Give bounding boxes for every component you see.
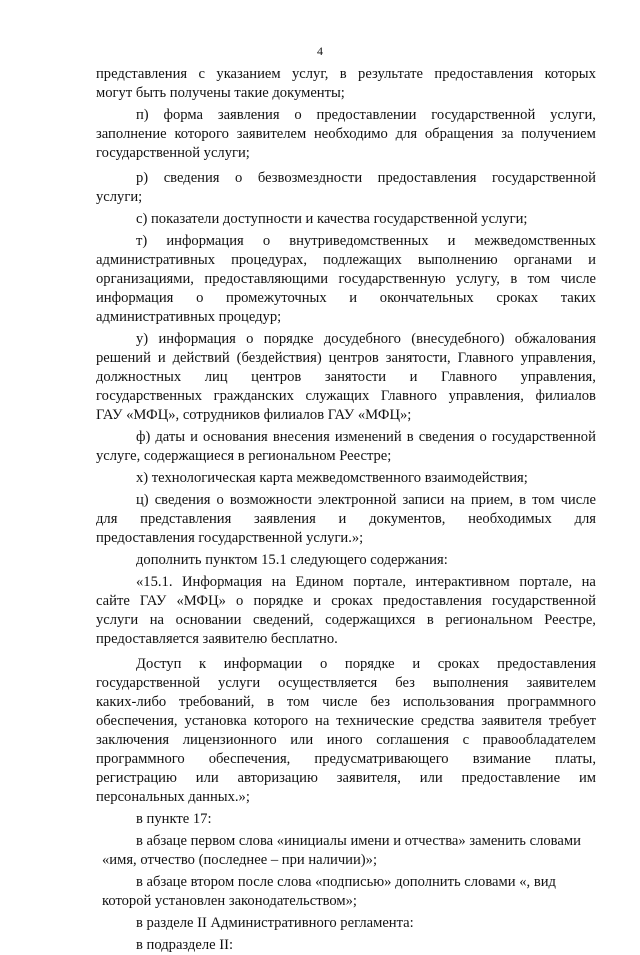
text-line: программного обеспечения, предусматривающего взимание платы, [96, 751, 596, 767]
text-line: п) форма заявления о предоставлении государственной услуги, [136, 107, 596, 123]
text-line: сайте ГАУ «МФЦ» о порядке и сроках предоставления государственной [96, 593, 596, 609]
text-line: информация о промежуточных и окончательных сроках таких [96, 290, 596, 306]
text-line: х) технологическая карта межведомственного взаимодействия; [136, 470, 528, 486]
text-line: регистрацию или авторизацию заявителя, или предоставление им [96, 770, 596, 786]
text-line: представления с указанием услуг, в результате предоставления которых [96, 66, 596, 82]
text-line: р) сведения о безвозмездности предоставления государственной [136, 170, 596, 186]
text-line: в пункте 17: [136, 811, 212, 827]
text-line: могут быть получены такие документы; [96, 85, 345, 101]
text-line: у) информация о порядке досудебного (внесудебного) обжалования [136, 331, 596, 347]
text-line: в абзаце первом слова «инициалы имени и отчества» заменить словами [136, 833, 581, 849]
text-line: «15.1. Информация на Едином портале, интерактивном портале, на [136, 574, 596, 590]
text-line: заполнение которого заявителем необходимо для обращения за получением [96, 126, 596, 142]
text-line: административных процедур; [96, 309, 282, 325]
text-line: ц) сведения о возможности электронной записи на прием, в том числе [136, 492, 596, 508]
text-line: которой установлен законодательством»; [102, 893, 357, 909]
page-number: 4 [317, 44, 323, 58]
text-line: в разделе II Административного регламента: [136, 915, 414, 931]
text-line: услуги на основании сведений, содержащихся в региональном Реестре, [96, 612, 596, 628]
text-line: с) показатели доступности и качества государственной услуги; [136, 211, 528, 227]
text-line: дополнить пунктом 15.1 следующего содержания: [136, 552, 448, 568]
text-line: услуге, содержащиеся в региональном Реестре; [96, 448, 392, 464]
text-line: государственной услуги осуществляется без выполнения заявителем [96, 675, 596, 691]
text-line: т) информация о внутриведомственных и межведомственных [136, 233, 596, 249]
text-line: «имя, отчество (последнее – при наличии)»; [102, 852, 378, 868]
text-line: ГАУ «МФЦ», сотрудников филиалов ГАУ «МФЦ»; [96, 407, 412, 423]
text-line: персональных данных.»; [96, 789, 250, 805]
text-line: в подразделе II: [136, 937, 234, 953]
text-line: услуги; [96, 189, 143, 205]
text-line: обеспечения, установка которого на технические средства заявителя требует [96, 713, 596, 729]
text-line: Доступ к информации о порядке и сроках предоставления [136, 656, 596, 672]
text-line: заключения лицензионного или иного соглашения с правообладателем [96, 732, 596, 748]
text-line: административных процедурах, подлежащих выполнению органами и [96, 252, 596, 268]
text-line: организациями, предоставляющими государственную услугу, в том числе [96, 271, 596, 287]
text-line: должностных лиц центров занятости и Главного управления, [96, 369, 596, 385]
text-line: ф) даты и основания внесения изменений в сведения о государственной [136, 429, 596, 445]
text-line: для представления заявления и документов, необходимых для [96, 511, 596, 527]
text-line: предоставляется заявителю бесплатно. [96, 631, 338, 647]
text-line: государственной услуги; [96, 145, 250, 161]
text-line: государственных гражданских служащих Главного управления, филиалов [96, 388, 596, 404]
document-body [96, 65, 596, 955]
text-line: каких-либо требований, в том числе без использования программного [96, 694, 596, 710]
text-line: предоставления государственной услуги.»; [96, 530, 364, 546]
text-line: решений и действий (бездействия) центров занятости, Главного управления, [96, 350, 596, 366]
text-line: в абзаце втором после слова «подписью» дополнить словами «, вид [136, 874, 556, 890]
